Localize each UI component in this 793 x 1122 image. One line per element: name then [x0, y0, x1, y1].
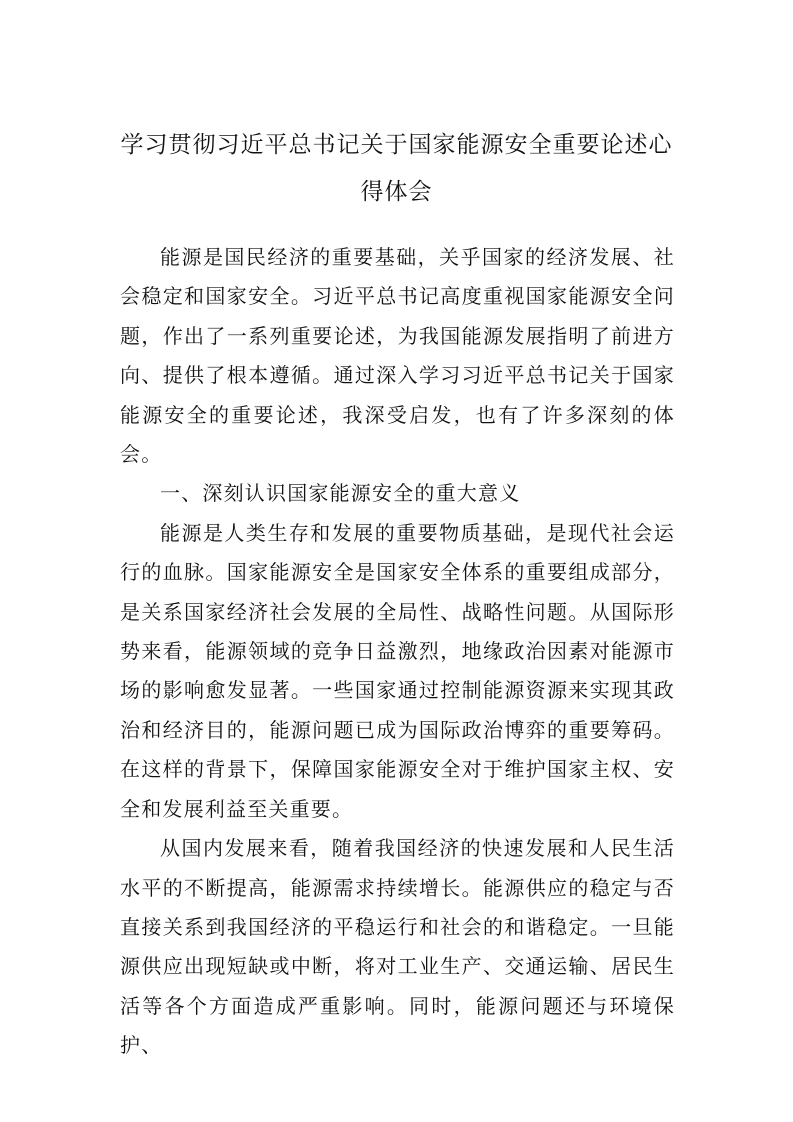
paragraph-domestic: 从国内发展来看，随着我国经济的快速发展和人民生活水平的不断提高，能源需求持续增长。能源供应的稳定与否直接关系到我国经济的平稳运行和社会的和谐稳定。一旦能源供应出现短缺或中断，将对工业生产、交通运输、居民生活等各个方面造成严重影响。同时，能源问题还与环境保护、 — [120, 836, 675, 1058]
paragraph-intro: 能源是国民经济的重要基础，关乎国家的经济发展、社会稳定和国家安全。习近平总书记高度重视国家能源安全问题，作出了一系列重要论述，为我国能源发展指明了前进方向、提供了根本遵循。通过深入学习习近平总书记关于国家能源安全的重要论述，我深受启发，也有了许多深刻的体会。 — [120, 245, 675, 467]
document-title: 学习贯彻习近平总书记关于国家能源安全重要论述心得体会 — [120, 132, 673, 205]
section-heading-1: 一、深刻认识国家能源安全的重大意义 — [160, 481, 521, 506]
document-body — [120, 238, 675, 1066]
paragraph-significance: 能源是人类生存和发展的重要物质基础，是现代社会运行的血脉。国家能源安全是国家安全体系的重要组成部分，是关系国家经济社会发展的全局性、战略性问题。从国际形势来看，能源领域的竞争日益激烈，地缘政治因素对能源市场的影响愈发显著。一些国家通过控制能源资源来实现其政治和经济目的，能源问题已成为国际政治博弈的重要筹码。在这样的背景下，保障国家能源安全对于维护国家主权、安全和发展利益至关重要。 — [120, 520, 675, 821]
